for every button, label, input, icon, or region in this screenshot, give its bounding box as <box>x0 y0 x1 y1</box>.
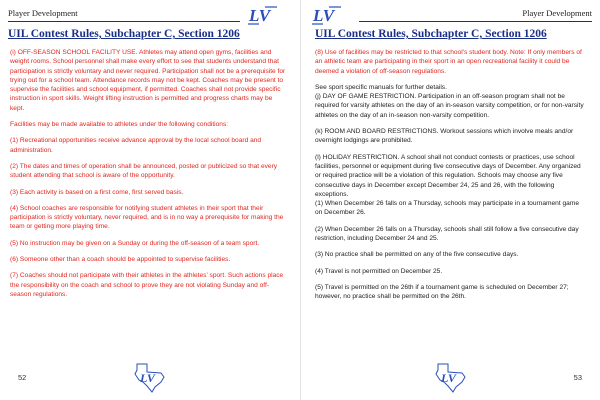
paragraph: (7) Coaches should not participate with their athletes in the athletes' sport. Such actions place the responsibility on the coach and school to prove they are not violating Sunday and off-season regulations. <box>10 272 284 298</box>
paragraph: (k) ROOM AND BOARD RESTRICTIONS. Workout sessions which involve meals and/or overnight lodgings are prohibited. <box>315 128 574 145</box>
paragraph: (8) Use of facilities may be restricted to that school's student body. Note: If only members of an athletic team are participating in their sport in an open recreational facility it could be deemed a violation of off-season regulations. <box>315 49 582 75</box>
paragraph: (3) No practice shall be permitted on any of the five consecutive days. <box>315 251 519 259</box>
svg-text:LV: LV <box>441 371 456 385</box>
svg-text:LV: LV <box>249 6 271 25</box>
paragraph: (4) School coaches are responsible for notifying student athletes in their sport that their participation is strictly voluntary, never required, and is in no way a prerequisite for making the team or getting more playing time. <box>10 204 284 231</box>
paragraph: (l) HOLIDAY RESTRICTION. A school shall not conduct contests or practices, use school facilities, personnel or equipment during five consecutive days of December. Any organized or required practice will be a violation of this regulation. Schools may choose any five consecutive days in December except December 24, 25 and 26, with the following exceptions. (1) When December 26 falls on a Thursday, schools may participate in a tournament game on December 26. <box>315 153 581 217</box>
paragraph: (3) Each activity is based on a first come, first served basis. <box>10 188 184 196</box>
svg-text:LV: LV <box>313 6 335 25</box>
left-section-title: UIL Contest Rules, Subchapter C, Section 1206 <box>8 28 240 40</box>
texas-lv-logo-icon <box>432 360 470 394</box>
right-page-number: 53 <box>573 373 582 382</box>
paragraph: (2) The dates and times of operation shall be announced, posted or publicized so that every student attending that school is aware of the opportunity. <box>10 162 278 180</box>
right-header-rule <box>359 21 592 22</box>
paragraph: (i) OFF-SEASON SCHOOL FACILITY USE. Athletes may attend open gyms, facilities and weight rooms. School personnel shall make every effort to see that students understand that participation is strictly voluntary and never required. Participation shall not be a prerequisite for trying out for a school team. Attendance records may not be kept. Coaches may be present to supervise the facilities and school equipment, if permitted. Coaches shall not provide specific instruction in sport skills. Weight lifting instruction is permitted and progress charts may be kept. <box>10 49 286 112</box>
texas-lv-logo-icon <box>131 360 169 394</box>
left-header-rule <box>8 21 240 22</box>
right-page <box>300 0 600 400</box>
left-page-number: 52 <box>18 373 27 382</box>
paragraph: (6) Someone other than a coach should be appointed to supervise facilities. <box>10 256 231 264</box>
right-section-title: UIL Contest Rules, Subchapter C, Section 1206 <box>315 28 547 40</box>
lv-logo-icon <box>309 4 343 26</box>
right-page-header: Player Development <box>522 8 592 18</box>
paragraph: (4) Travel is not permitted on December 25. <box>315 267 443 275</box>
lv-logo-icon <box>245 4 279 26</box>
svg-text:LV: LV <box>140 371 155 385</box>
paragraph: (2) When December 26 falls on a Thursday, schools shall still follow a five consecutive day restriction, including December 24 and 25. <box>315 225 579 243</box>
paragraph: (1) Recreational opportunities receive advance approval by the local school board and administration. <box>10 137 262 154</box>
left-body-text <box>10 48 286 306</box>
paragraph: See sport specific manuals for further details. (j) DAY OF GAME RESTRICTION. Participation in an off-season program shall not be required for varsity athletes on the day of an in-season varsity competition, or for non-varsity athletes on the day of an in-season non-varsity competition. <box>315 83 584 119</box>
paragraph: (5) Travel is permitted on the 26th if a tournament game is scheduled on December 27; however, no practice shall be permitted on the 26th. <box>315 283 569 301</box>
paragraph: Facilities may be made available to athletes under the following conditions: <box>10 121 229 129</box>
left-page-header: Player Development <box>8 8 78 18</box>
right-body-text <box>315 48 586 309</box>
paragraph: (5) No instruction may be given on a Sunday or during the off-season of a team sport. <box>10 239 260 247</box>
